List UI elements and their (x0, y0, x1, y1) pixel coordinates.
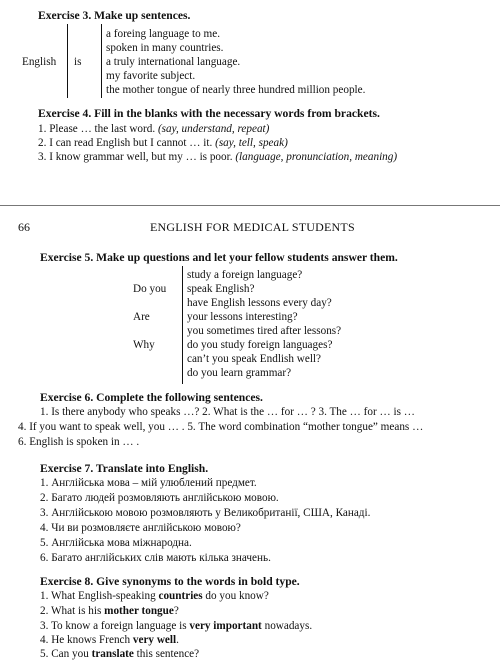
exercise-6-line: 4. If you want to speak well, you … . 5. The word combination “mother tongue” means … (18, 421, 424, 433)
exercise-7-item: 4. Чи ви розмовляєте англійською мовою? (40, 522, 241, 534)
exercise-3-ending: spoken in many countries. (106, 42, 224, 54)
page-separator (0, 205, 500, 206)
exercise-4-title: Exercise 4. Fill in the blanks with the necessary words from brackets. (38, 107, 380, 120)
exercise-8-title: Exercise 8. Give synonyms to the words in bold type. (40, 575, 300, 588)
exercise-7-item: 6. Багато англійських слів мають кілька значень. (40, 552, 271, 564)
running-title: ENGLISH FOR MEDICAL STUDENTS (150, 220, 355, 234)
question-phrase: speak English? (187, 283, 255, 295)
question-phrase: do you study foreign languages? (187, 339, 333, 351)
exercise-4-item: 1. Please … the last word. (say, understand, repeat) (38, 123, 270, 135)
exercise-8-item: 1. What English-speaking countries do you know? (40, 590, 269, 602)
question-phrase: have English lessons every day? (187, 297, 332, 309)
question-phrase: can’t you speak Endlish well? (187, 353, 322, 365)
question-phrase: study a foreign language? (187, 269, 303, 281)
exercise-6-line: 1. Is there anybody who speaks …? 2. What is the … for … ? 3. The … for … is … (40, 406, 415, 418)
question-phrase: you sometimes tired after lessons? (187, 325, 342, 337)
question-word: Are (133, 311, 150, 323)
exercise-5-divider (182, 266, 183, 384)
question-word: Do you (133, 283, 167, 295)
exercise-3-ending: a truly international language. (106, 56, 241, 68)
exercise-3-verb: is (74, 56, 82, 68)
exercise-3-ending: my favorite subject. (106, 70, 196, 82)
exercise-7-item: 5. Англійська мова міжнародна. (40, 537, 192, 549)
exercise-3-subject: English (22, 56, 57, 68)
exercise-7-title: Exercise 7. Translate into English. (40, 462, 209, 475)
exercise-5-title: Exercise 5. Make up questions and let your fellow students answer them. (40, 251, 398, 264)
exercise-3-ending: the mother tongue of nearly three hundred million people. (106, 84, 366, 96)
exercise-6-title: Exercise 6. Complete the following sentences. (40, 391, 263, 404)
exercise-7-item: 3. Англійською мовою розмовляють у Великобританії, США, Канаді. (40, 507, 371, 519)
exercise-8-item: 5. Can you translate this sentence? (40, 648, 200, 660)
exercise-3-divider-right (101, 24, 102, 98)
exercise-8-item: 2. What is his mother tongue? (40, 605, 179, 617)
question-phrase: your lessons interesting? (187, 311, 298, 323)
page-number: 66 (18, 220, 30, 234)
exercise-4-item: 3. I know grammar well, but my … is poor. (language, pronunciation, meaning) (38, 151, 398, 163)
exercise-8-item: 3. To know a foreign language is very important nowadays. (40, 620, 313, 632)
exercise-3-ending: a foreing language to me. (106, 28, 221, 40)
exercise-3-divider-left (67, 24, 68, 98)
exercise-8-item: 4. He knows French very well. (40, 634, 179, 646)
question-phrase: do you learn grammar? (187, 367, 292, 379)
exercise-4-item: 2. I can read English but I cannot … it. (say, tell, speak) (38, 137, 288, 149)
exercise-7-item: 2. Багато людей розмовляють англійською мовою. (40, 492, 279, 504)
exercise-6-line: 6. English is spoken in … . (18, 436, 140, 448)
exercise-3-title: Exercise 3. Make up sentences. (38, 9, 191, 22)
exercise-7-item: 1. Англійська мова – мій улюблений предмет. (40, 477, 257, 489)
question-word: Why (133, 339, 155, 351)
